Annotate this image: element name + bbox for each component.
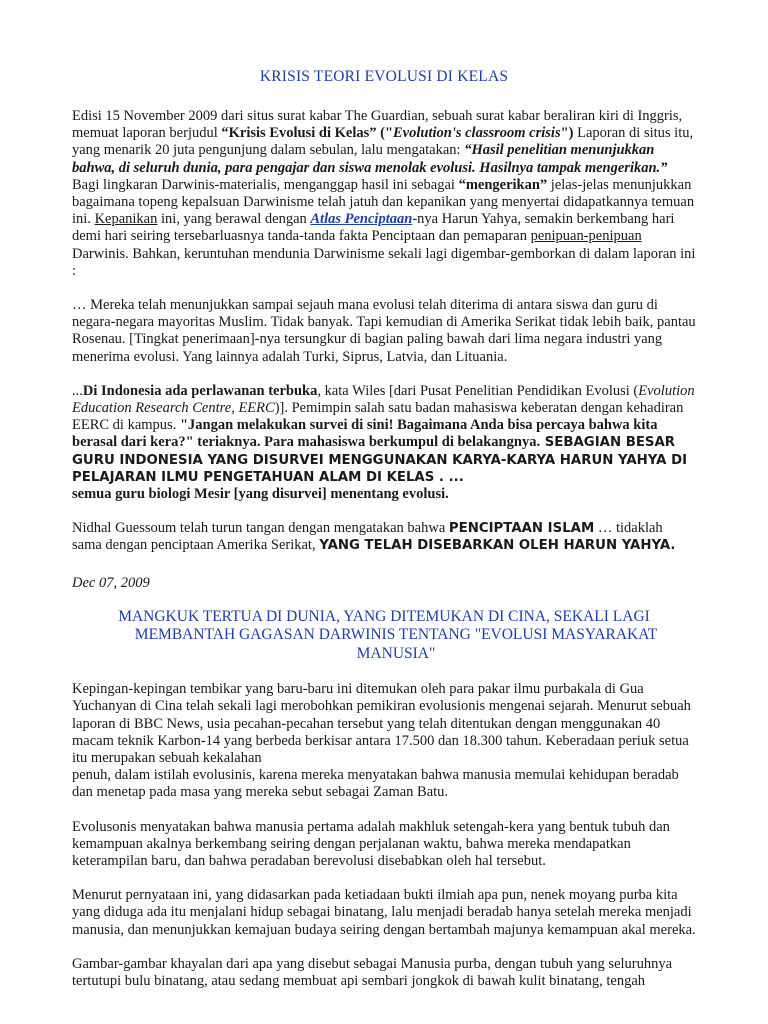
- caps-emphasis: PENCIPTAAN ISLAM: [448, 521, 595, 537]
- text: jelas-jelas menunjukkan bagaimana topeng kepalsuan Darwinisme telah jatuh dan kepanikan yang menyertai didapatkannya temuan ini.: [72, 176, 695, 228]
- caps-emphasis: YANG TELAH DISEBARKAN OLEH HARUN YAHYA.: [319, 538, 676, 554]
- text: Bagi lingkaran Darwinis-materialis, menganggap hasil ini sebagai: [72, 176, 459, 193]
- text: Edisi 15 November 2009 dari situs surat kabar The Guardian, sebuah surat kabar beraliran kiri di Inggris, memuat laporan berjudul: [72, 108, 683, 142]
- post-date: Dec 07, 2009: [72, 574, 150, 591]
- text-italic: Evolution Education Research Centre, EERC: [72, 382, 695, 417]
- article-title: [72, 608, 696, 664]
- text: )]. Pemimpin salah satu badan mahasiswa keberatan dengan kehadiran EERC di kampus.: [72, 400, 684, 434]
- text-bold: “Krisis Evolusi di Kelas” (": [221, 125, 393, 142]
- text-bold: “mengerikan”: [458, 176, 548, 193]
- text-bold: Di Indonesia ada perlawanan terbuka: [82, 382, 318, 399]
- caps-emphasis: SEBAGIAN BESAR GURU INDONESIA YANG DISURVEI MENGGUNAKAN KARYA-KARYA HARUN YAHYA DI PELAJARAN ILMU PENGETAHUAN ALAM DI KELAS . ...: [72, 435, 688, 485]
- text: … tidaklah sama dengan penciptaan Amerika Serikat,: [72, 520, 663, 554]
- text-bold-italic: Evolution's classroom crisis: [393, 125, 561, 142]
- text: -nya Harun Yahya, semakin berkembang hari demi hari seiring tersebarluasnya tanda-tanda fakta Penciptaan dan pemaparan: [72, 211, 675, 245]
- text: Nidhal Guessoum telah turun tangan dengan mengatakan bahwa: [72, 520, 449, 537]
- text: Laporan di situs itu, yang menarik 20 juta pengunjung dalam sebulan, lalu mengatakan:: [72, 125, 694, 159]
- quote-bold-italic: “Hasil penelitian menunjukkan bahwa, di seluruh dunia, para pengajar dan siswa menolak evolusi. Hasilnya tampak mengerikan.”: [72, 142, 668, 176]
- article-paragraph-4: Gambar-gambar khayalan dari apa yang disebut sebagai Manusia purba, dengan tubuh yang seluruhnya tertutupi bulu binatang, atau sedang membuat api sembari jongkok di bawah kulit binatang, tengah: [72, 955, 673, 990]
- text: Kepingan-kepingan tembikar yang baru-baru ini ditemukan oleh para pakar ilmu purbakala di Gua Yuchanyan di Cina telah sekali lagi merobohkan pemikiran evolusionis mengenai sejarah. Menurut sebuah laporan di BBC News, usia pecahan-pecahan tersebut yang telah ditentukan dengan menggunakan 40 macam teknik Karbon-14 yang berbeda berkisar antara 17.500 dan 18.300 tahun. Keberadaan periuk setua itu merupakan sebuah kekalahan: [72, 681, 691, 766]
- underlined-text: penipuan-penipuan: [530, 228, 642, 245]
- text: Darwinis. Bahkan, keruntuhan mendunia Darwinisme sekali lagi digembar-gemborkan di dalam laporan ini :: [72, 245, 696, 279]
- underlined-text: Kepanikan: [94, 211, 158, 228]
- article-paragraph-4: [72, 520, 696, 554]
- text: , kata Wiles [dari Pusat Penelitian Pendidikan Evolusi (: [317, 382, 639, 399]
- article-paragraph-2: … Mereka telah menunjukkan sampai sejauh mana evolusi telah diterima di antara siswa dan guru di negara-negara mayoritas Muslim. Tidak banyak. Tapi kemudian di Amerika Serikat tidak lebih baik, pantau Rosenau. [Tingkat penerimaan]-nya tersungkur di bagian paling bawah dari lima negara industri yang menerima evolusi. Yang lainnya adalah Turki, Siprus, Latvia, dan Lituania.: [72, 297, 696, 365]
- atlas-penciptaan-link[interactable]: Atlas Penciptaan: [310, 211, 413, 228]
- article-paragraph-3: [72, 383, 696, 503]
- text: ...: [72, 382, 83, 399]
- article-title: KRISIS TEORI EVOLUSI DI KELAS: [259, 68, 509, 85]
- text-bold: semua guru biologi Mesir [yang disurvei] menentang evolusi.: [72, 486, 449, 503]
- article-paragraph-3: Menurut pernyataan ini, yang didasarkan pada ketiadaan bukti ilmiah apa pun, nenek moyang purba kita yang diduga ada itu menjalani hidup sebagai binatang, lalu menjadi beradab hanya setelah mereka menjadi manusia, dan menunjukkan kemajuan budaya seiring dengan bertambah majunya kemampuan akal mereka.: [72, 887, 696, 938]
- article-paragraph-1: [72, 108, 696, 280]
- text: ini, yang berawal dengan: [157, 211, 311, 228]
- title-line: MANGKUK TERTUA DI DUNIA, YANG DITEMUKAN DI CINA, SEKALI LAGI: [118, 607, 650, 625]
- text: penuh, dalam istilah evolusinis, karena mereka menyatakan bahwa manusia memulai kehidupan beradab dan menetap pada masa yang mereka sebut sebagai Zaman Batu.: [72, 767, 679, 801]
- article-paragraph-2: Evolusonis menyatakan bahwa manusia pertama adalah makhluk setengah-kera yang bentuk tubuh dan kemampuan akalnya berkembang seiring dengan perjalanan waktu, bahwa mereka mendapatkan keterampilan baru, dan bahwa peradaban berevolusi disebabkan oleh hal tersebut.: [72, 818, 670, 869]
- text-bold: "): [560, 125, 574, 142]
- quote-bold: "Jangan melakukan survei di sini! Bagaimana Anda bisa percaya bahwa kita berasal dari kera?" teriaknya. Para mahasiswa berkumpul di belakangnya.: [72, 417, 658, 451]
- article-paragraph-1: [72, 681, 696, 801]
- title-line: MEMBANTAH GAGASAN DARWINIS TENTANG "EVOLUSI MASYARAKAT MANUSIA": [134, 626, 658, 662]
